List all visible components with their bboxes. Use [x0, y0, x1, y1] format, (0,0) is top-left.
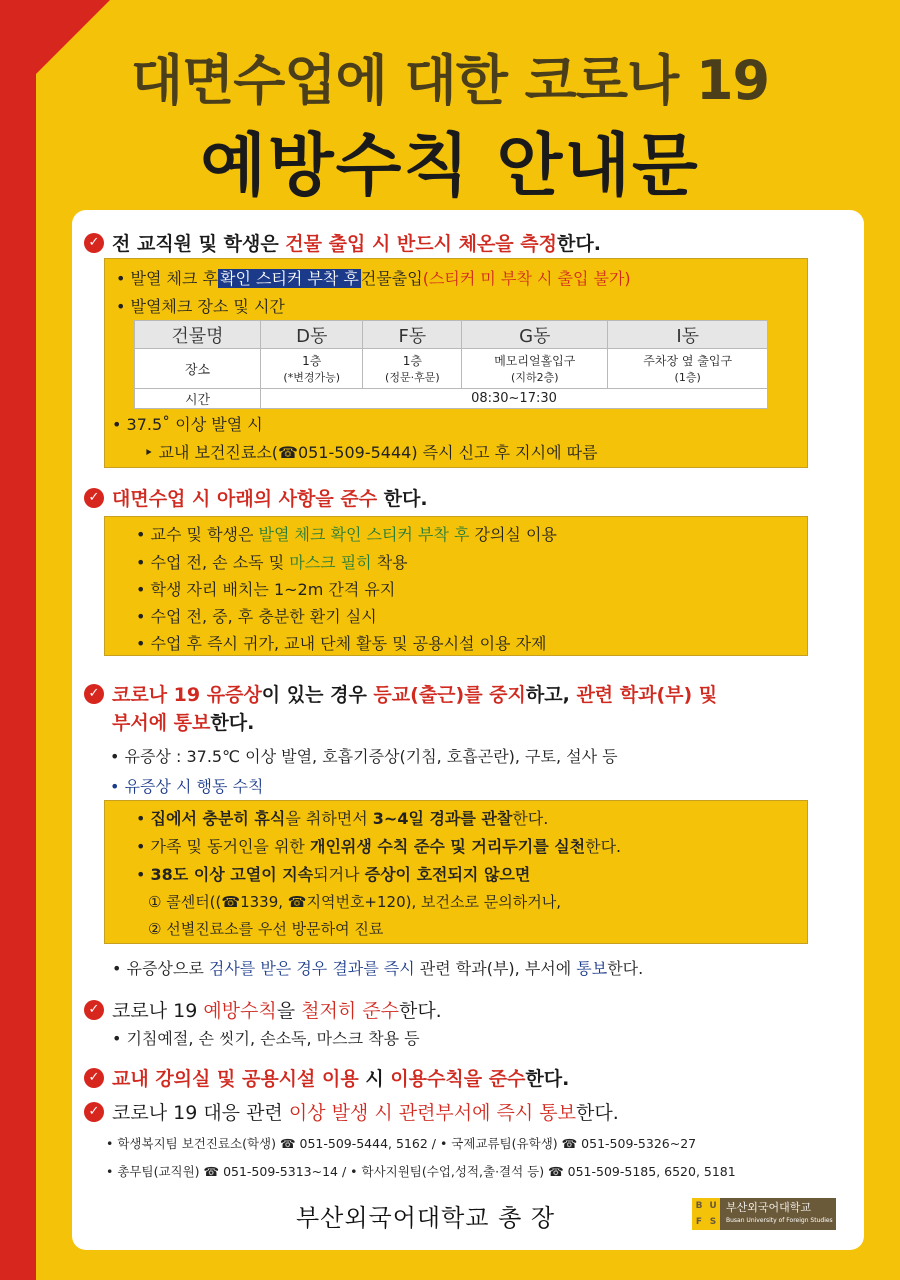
president-signature: 부산외국어대학교 총 장	[296, 1204, 556, 1232]
table-cell: 장소	[135, 349, 261, 389]
check-circle-icon: ✓	[84, 1000, 104, 1020]
s3-line2: • 유증상 시 행동 수칙	[110, 777, 264, 796]
section2-heading: ✓ 대면수업 시 아래의 사항을 준수 한다.	[84, 484, 428, 511]
s2-line3: • 학생 자리 배치는 1~2m 간격 유지	[136, 580, 396, 599]
s1-line3: • 37.5˚ 이상 발열 시	[112, 415, 263, 434]
table-cell: 시간	[135, 389, 261, 409]
section1-heading: ✓ 전 교직원 및 학생은 건물 출입 시 반드시 체온을 측정한다.	[84, 229, 601, 256]
table-cell: 주차장 옆 출입구 (1층)	[608, 349, 768, 389]
s3-line1: • 유증상 : 37.5℃ 이상 발열, 호흡기증상(기침, 호흡곤란), 구토, 설사 등	[110, 747, 618, 766]
check-circle-icon: ✓	[84, 684, 104, 704]
s3-box-line1: • 집에서 충분히 휴식을 취하면서 3~4일 경과를 관찰한다.	[136, 809, 549, 828]
check-circle-icon: ✓	[84, 233, 104, 253]
title-line2: 예방수칙 안내문	[200, 127, 700, 206]
table-cell: 1층 (정문·후문)	[363, 349, 462, 389]
logo-subtitle: Busan University of Foreign Studies	[726, 1217, 833, 1224]
table-cell: 메모리얼홀입구 (지하2층)	[462, 349, 608, 389]
table-header: 건물명	[135, 321, 261, 349]
section3-heading: ✓ 코로나 19 유증상이 있는 경우 등교(출근)를 중지하고, 관련 학과(부) 및	[84, 680, 717, 707]
section3-heading-line2: 부서에 통보한다.	[112, 712, 255, 734]
section6-heading: ✓ 코로나 19 대응 관련 이상 발생 시 관련부서에 즉시 통보한다.	[84, 1098, 619, 1125]
s4-line1: • 기침예절, 손 씻기, 손소독, 마스크 착용 등	[112, 1029, 420, 1048]
s3-line3: • 유증상으로 검사를 받은 경우 결과를 즉시 관련 학과(부), 부서에 통보한다.	[112, 959, 644, 978]
s3-box-line2: • 가족 및 동거인을 위한 개인위생 수칙 준수 및 거리두기를 실천한다.	[136, 837, 622, 856]
s2-line4: • 수업 전, 중, 후 충분한 환기 실시	[136, 607, 377, 626]
bufs-emblem-icon: B U F S	[692, 1198, 720, 1230]
logo-name: 부산외국어대학교	[726, 1201, 812, 1214]
check-circle-icon: ✓	[84, 1068, 104, 1088]
s2-line5: • 수업 후 즉시 귀가, 교내 단체 활동 및 공용시설 이용 자제	[136, 634, 547, 653]
university-logo	[692, 1198, 836, 1230]
table-cell: 08:30~17:30	[261, 389, 768, 409]
title-line1: 대면수업에 대한 코로나 19	[130, 49, 770, 112]
s3-box-line3: • 38도 이상 고열이 지속되거나 증상이 호전되지 않으면	[136, 865, 531, 884]
section4-heading: ✓ 코로나 19 예방수칙을 철저히 준수한다.	[84, 996, 442, 1023]
s2-line2: • 수업 전, 손 소독 및 마스크 필히 착용	[136, 553, 408, 572]
s3-box-line4: ① 콜센터((☎1339, ☎지역번호+120), 보건소로 문의하거나,	[148, 893, 561, 911]
s1-line1: • 발열 체크 후 확인 스티커 부착 후 건물출입(스티커 미 부착 시 출입 불가)	[116, 269, 631, 288]
s1-line4: ‣ 교내 보건진료소(☎051-509-5444) 즉시 신고 후 지시에 따름	[144, 443, 598, 462]
table-cell: 1층 (*변경가능)	[261, 349, 363, 389]
contact-line2: • 총무팀(교직원) ☎ 051-509-5313~14 / • 학사지원팀(수업,성적,출·결석 등) ☎ 051-509-5185, 6520, 5181	[106, 1164, 736, 1179]
contact-line1: • 학생복지팀 보건진료소(학생) ☎ 051-509-5444, 5162 / • 국제교류팀(유학생) ☎ 051-509-5326~27	[106, 1136, 697, 1151]
table-header: I동	[608, 321, 768, 349]
table-header: F동	[363, 321, 462, 349]
check-circle-icon: ✓	[84, 1102, 104, 1122]
s3-box-line5: ② 선별진료소를 우선 방문하여 진료	[148, 920, 384, 938]
table-header: G동	[462, 321, 608, 349]
s1-line2: • 발열체크 장소 및 시간	[116, 297, 285, 316]
section5-heading: ✓ 교내 강의실 및 공용시설 이용 시 이용수칙을 준수한다.	[84, 1064, 569, 1091]
s2-line1: • 교수 및 학생은 발열 체크 확인 스티커 부착 후 강의실 이용	[136, 525, 557, 544]
table-header: D동	[261, 321, 363, 349]
check-circle-icon: ✓	[84, 488, 104, 508]
fever-check-schedule-table	[134, 320, 768, 409]
